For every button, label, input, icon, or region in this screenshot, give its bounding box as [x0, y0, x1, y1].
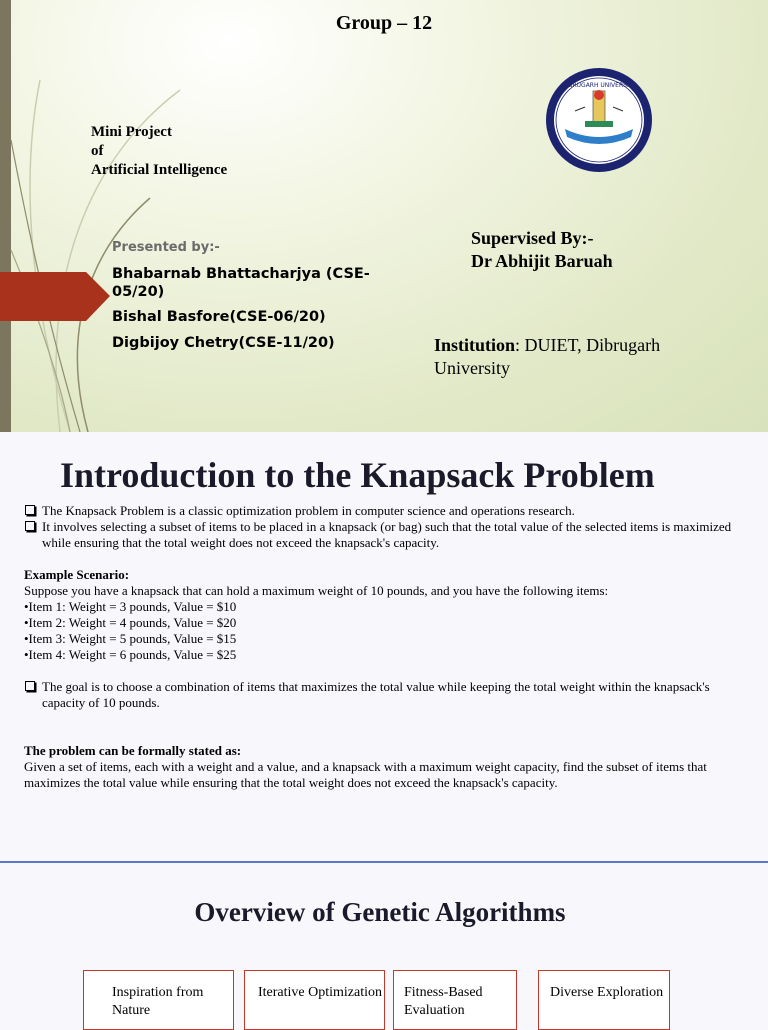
example-intro: Suppose you have a knapsack that can hold a maximum weight of 10 pounds, and you have the following items: — [24, 583, 609, 598]
checkbox-bullet-icon — [25, 505, 35, 515]
concept-card: Diverse Exploration — [538, 970, 670, 1030]
university-seal-icon — [545, 67, 653, 178]
supervisor-block — [471, 227, 613, 273]
bullet-item: The Knapsack Problem is a classic optimization problem in computer science and operations research. — [24, 503, 734, 519]
project-title — [91, 123, 227, 180]
item-line: •Item 4: Weight = 6 pounds, Value = $25 — [24, 647, 237, 662]
project-line: of — [91, 143, 104, 159]
concept-card: Iterative Optimization — [244, 970, 385, 1030]
bullet-item: It involves selecting a subset of items to be placed in a knapsack (or bag) such that the total value of the selected items is maximized while ensuring that the total weight does not exceed the knapsack's capacity. — [24, 519, 734, 551]
example-heading: Example Scenario: — [24, 567, 130, 582]
decorative-swirl-lines — [0, 0, 200, 432]
supervisor-name: Dr Abhijit Baruah — [471, 251, 613, 271]
project-line: Artificial Intelligence — [91, 162, 228, 178]
institution-value: : DUIET, Dibrugarh University — [434, 335, 661, 378]
checkbox-bullet-icon — [25, 521, 35, 531]
item-line: •Item 3: Weight = 5 pounds, Value = $15 — [24, 631, 237, 646]
project-line: Mini Project — [91, 124, 172, 140]
item-line: •Item 2: Weight = 4 pounds, Value = $20 — [24, 615, 237, 630]
genetic-algorithms-slide — [0, 863, 768, 1024]
title-slide — [0, 0, 768, 432]
svg-text:DIBRUGARH UNIVERSITY: DIBRUGARH UNIVERSITY — [561, 82, 637, 89]
slide-title: Introduction to the Knapsack Problem — [60, 455, 655, 495]
formal-heading: The problem can be formally stated as: — [24, 743, 242, 758]
concept-card: Fitness-Based Evaluation — [393, 970, 517, 1030]
member-name: Bishal Basfore(CSE-06/20) — [112, 309, 326, 325]
member-name: Bhabarnab Bhattacharjya (CSE-05/20) — [112, 266, 370, 300]
knapsack-intro-slide — [0, 432, 768, 860]
formal-text: Given a set of items, each with a weight and a value, and a knapsack with a maximum weight capacity, find the subset of items that maximizes the total value while ensuring that the total weight does not exceed the knapsack's capacity. — [24, 759, 707, 790]
supervised-label: Supervised By:- — [471, 228, 594, 248]
presented-by-label: Presented by:- — [112, 240, 220, 255]
institution-label: Institution — [434, 335, 516, 355]
group-title: Group – 12 — [335, 12, 433, 34]
slide-title: Overview of Genetic Algorithms — [194, 897, 566, 927]
bullet-item: The goal is to choose a combination of items that maximizes the total value while keeping the total weight within the knapsack's capacity of 10 pounds. — [24, 679, 734, 711]
concept-card: Inspiration from Nature — [83, 970, 234, 1030]
item-line: •Item 1: Weight = 3 pounds, Value = $10 — [24, 599, 237, 614]
checkbox-bullet-icon — [25, 681, 35, 691]
institution-line — [434, 334, 734, 380]
member-name: Digbijoy Chetry(CSE-11/20) — [112, 335, 335, 351]
